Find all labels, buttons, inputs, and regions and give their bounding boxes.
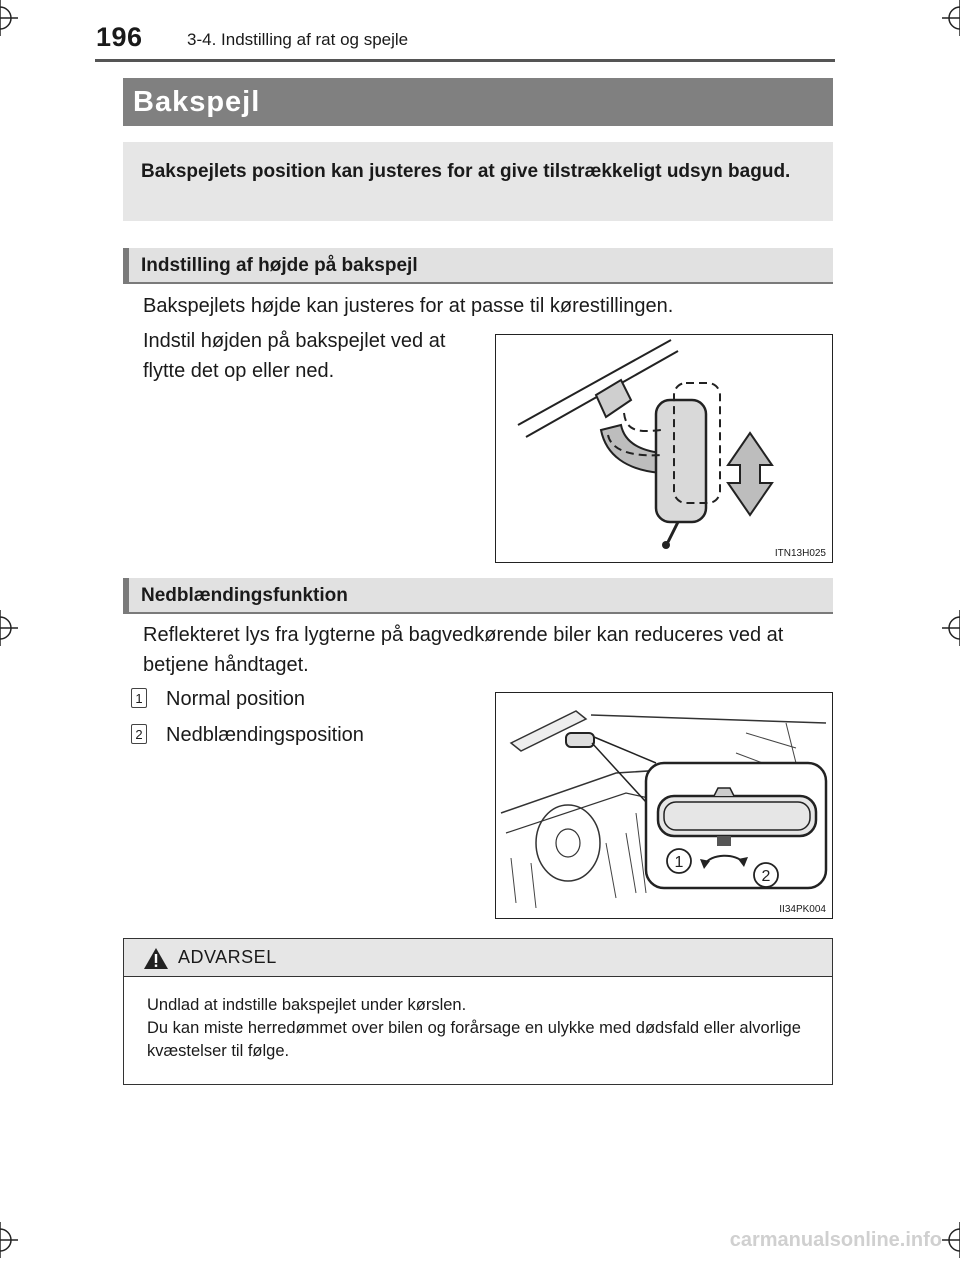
mirror-height-illustration <box>496 335 832 562</box>
page-number: 196 <box>96 22 143 52</box>
running-head: 3-4. Indstilling af rat og spejle <box>187 30 409 49</box>
height-paragraph-1: Bakspejlets højde kan justeres for at passe til kørestillingen. <box>143 295 674 317</box>
header-rule <box>95 59 835 62</box>
intro-box <box>123 142 833 221</box>
dimming-illustration <box>496 693 832 918</box>
section-title: Bakspejl <box>123 78 833 126</box>
callout-number-2: 2 <box>761 868 771 885</box>
subheading-dimming: Nedblændingsfunktion <box>123 578 833 614</box>
height-paragraph-2: Indstil højden på bakspejlet ved at flytte det op eller ned. <box>143 330 446 382</box>
warning-line-2: Du kan miste herredømmet over bilen og forårsage en ulykke med dødsfald eller alvorlige kvæstelser til følge. <box>147 1019 801 1060</box>
warning-body <box>147 994 827 1063</box>
warning-header <box>124 939 832 977</box>
registration-mark-icon <box>942 0 960 36</box>
figure-code: II34PK004 <box>779 904 826 915</box>
watermark: carmanualsonline.info <box>729 1229 942 1251</box>
registration-mark-icon <box>0 610 18 646</box>
registration-mark-icon <box>0 1222 18 1258</box>
item-dimming-position: Nedblændingsposition <box>166 724 364 746</box>
dimming-paragraph: Reflekteret lys fra lygterne på bagvedkørende biler kan reduceres ved at betjene håndtaget. <box>143 624 784 676</box>
figure-code: ITN13H025 <box>774 548 826 559</box>
registration-mark-icon <box>942 1222 960 1258</box>
warning-box <box>123 938 833 1085</box>
subheading-height: Indstilling af højde på bakspejl <box>123 248 833 284</box>
mirror-height-figure <box>495 334 833 563</box>
item-number-badge: 2 <box>131 724 147 744</box>
registration-mark-icon <box>0 0 18 36</box>
item-normal-position: Normal position <box>166 688 305 710</box>
warning-triangle-icon <box>143 947 169 970</box>
callout-number-1: 1 <box>674 854 684 871</box>
registration-mark-icon <box>942 610 960 646</box>
warning-title: ADVARSEL <box>178 947 277 967</box>
item-number-badge: 1 <box>131 688 147 708</box>
intro-text: Bakspejlets position kan justeres for at give tilstrækkeligt udsyn bagud. <box>141 161 791 182</box>
dimming-figure <box>495 692 833 919</box>
warning-line-1: Undlad at indstille bakspejlet under kørslen. <box>147 996 467 1014</box>
